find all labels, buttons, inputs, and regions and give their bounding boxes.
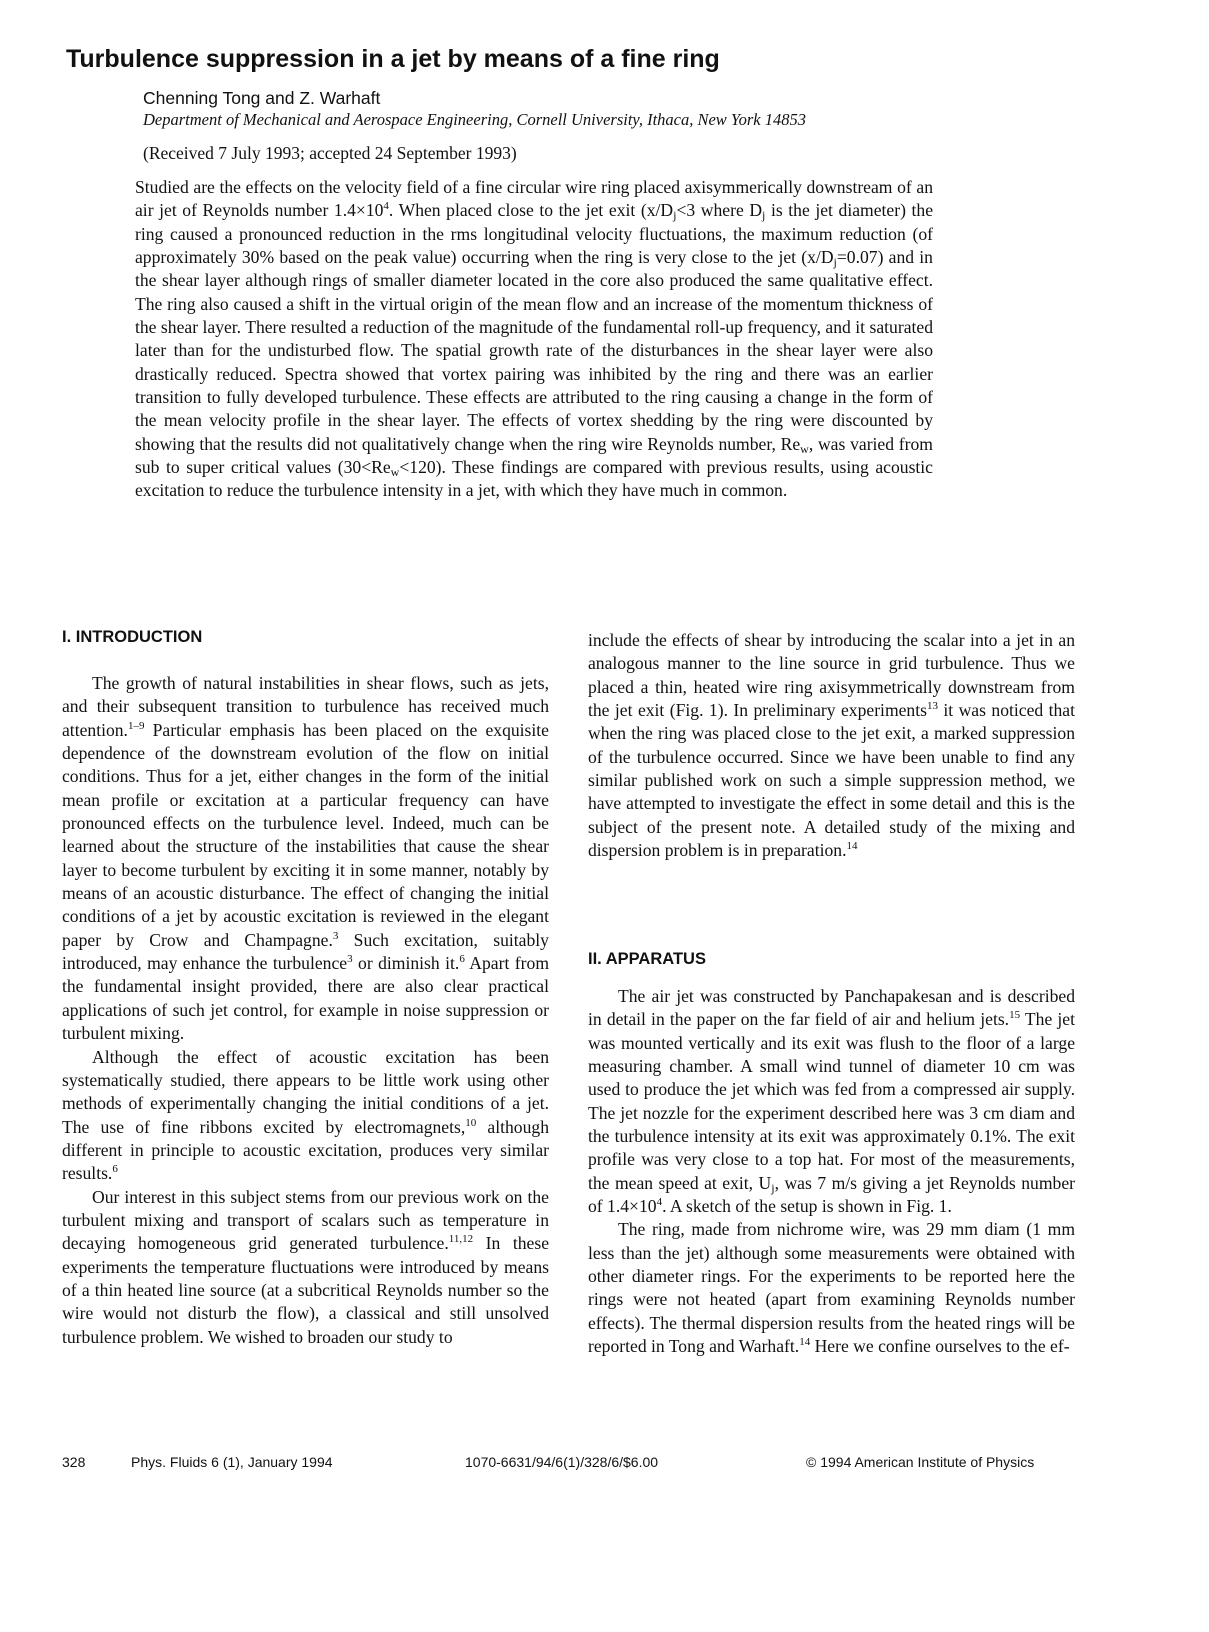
copyright: © 1994 American Institute of Physics	[806, 1454, 1035, 1470]
paper-title: Turbulence suppression in a jet by means of a fine ring	[66, 45, 720, 73]
left-column	[62, 672, 549, 1349]
apparatus-paragraph: The ring, made from nichrome wire, was 29 mm diam (1 mm less than the jet) although some measurements were obtained with other diameter rings. For the experiments to be reported here the rings were not heated (apart from examining Reynolds number effects). The thermal dispersion results from the heated rings will be reported in Tong and Warhaft.$^{14}$ Here we confine ourselves to the ef-	[588, 1219, 1075, 1357]
apparatus-paragraph: The air jet was constructed by Panchapakesan and is described in detail in the paper on the far field of air and helium jets.$^{15}$ The jet was mounted vertically and its exit was flush to the floor of a large measuring chamber. A small wind tunnel of diameter 10 cm was used to produce the jet which was fed from a compressed air supply. The jet nozzle for the experiment described here was 3 cm diam and the turbulence intensity at its exit was approximately 0.1%. The exit profile was very close to a top hat. For most of the measurements, the mean speed at exit, $U_j$, was 7 m/s giving a jet Reynolds number of $1.4\times 10^4$. A sketch of the setup is shown in Fig. 1.	[588, 986, 1076, 1217]
received-date: (Received 7 July 1993; accepted 24 September 1993)	[143, 143, 517, 163]
section-heading-apparatus: II. APPARATUS	[588, 950, 706, 968]
right-column-apparatus	[588, 985, 1075, 1359]
section-heading-introduction: I. INTRODUCTION	[62, 628, 203, 646]
abstract: Studied are the effects on the velocity field of a fine circular wire ring placed axisymmerically downstream of an air jet of Reynolds number $1.4\times 10^4$. When placed close to the jet exit ($x/D_j<3$ where $D_j$ is the jet diameter) the ring caused a pronounced reduction in the rms longitudinal velocity fluctuations, the maximum reduction (of approximately 30% based on the peak value) occurring when the ring is very close to the jet $(x/D_j=0.07)$ and in the shear layer although rings of smaller diameter located in the core also produced the same qualitative effect. The ring also caused a shift in the virtual origin of the mean flow and an increase of the momentum thickness of the shear layer. There resulted a reduction of the magnitude of the fundamental roll-up frequency, and it saturated later than for the undisturbed flow. The spatial growth rate of the disturbances in the shear layer were also drastically reduced. Spectra showed that vortex pairing was inhibited by the ring and there was an earlier transition to fully developed turbulence. These effects are attributed to the ring causing a change in the form of the mean velocity profile in the shear layer. The effects of vortex shedding by the ring were discounted by showing that the results did not qualitatively change when the ring wire Reynolds number, $Re_w$, was varied from sub to super critical values $(30<Re_w<120)$. These findings are compared with previous results, using acoustic excitation to reduce the turbulence intensity in a jet, with which they have much in common.	[135, 177, 934, 501]
intro-paragraph-continued: include the effects of shear by introducing the scalar into a jet in an analogous manner to the line source in grid turbulence. Thus we placed a thin, heated wire ring axisymmetrically downstream from the jet exit (Fig. 1). In preliminary experiments$^{13}$ it was noticed that when the ring was placed close to the jet exit, a marked suppression of the turbulence occurred. Since we have been unable to find any similar published work on such a simple suppression method, we have attempted to investigate the effect in some detail and this is the subject of the present note. A detailed study of the mixing and dispersion problem is in preparation.$^{14}$	[588, 630, 1075, 861]
page-footer	[0, 1453, 1209, 1477]
intro-paragraph: Our interest in this subject stems from our previous work on the turbulent mixing and transport of scalars such as temperature in decaying homogeneous grid generated turbulence.$^{11,12}$ In these experiments the temperature fluctuations were introduced by means of a thin heated line source (at a subcritical Reynolds number so the wire would not disturb the flow), a classical and still unsolved turbulence problem. We wished to broaden our study to	[62, 1186, 549, 1347]
intro-paragraph: Although the effect of acoustic excitation has been systematically studied, there appears to be little work using other methods of experimentally changing the initial conditions of a jet. The use of fine ribbons excited by electromagnets,$^{10}$ although different in principle to acoustic excitation, produces very similar results.$^6$	[62, 1046, 549, 1184]
authors: Chenning Tong and Z. Warhaft	[143, 88, 381, 108]
right-column-intro	[588, 629, 1075, 862]
affiliation: Department of Mechanical and Aerospace Engineering, Cornell University, Ithaca, New York 14853	[143, 110, 806, 129]
journal-citation: Phys. Fluids 6 (1), January 1994	[131, 1454, 333, 1470]
page-number: 328	[62, 1454, 86, 1470]
intro-paragraph: The growth of natural instabilities in shear flows, such as jets, and their subsequent transition to turbulence has received much attention.$^{1-9}$ Particular emphasis has been placed on the exquisite dependence of the downstream evolution of the flow on initial conditions. Thus for a jet, either changes in the form of the initial mean profile or excitation at a particular frequency can have pronounced effects on the turbulence level. Indeed, much can be learned about the structure of the instabilities that cause the shear layer to become turbulent by exciting it in some manner, notably by means of an acoustic disturbance. The effect of changing the initial conditions of a jet by acoustic excitation is reviewed in the elegant paper by Crow and Champagne.$^3$ Such excitation, suitably introduced, may enhance the turbulence$^3$ or diminish it.$^6$ Apart from the fundamental insight provided, there are also clear practical applications of such jet control, for example in noise suppression or turbulent mixing.	[62, 673, 549, 1044]
article-code: 1070-6631/94/6(1)/328/6/$6.00	[465, 1454, 659, 1470]
